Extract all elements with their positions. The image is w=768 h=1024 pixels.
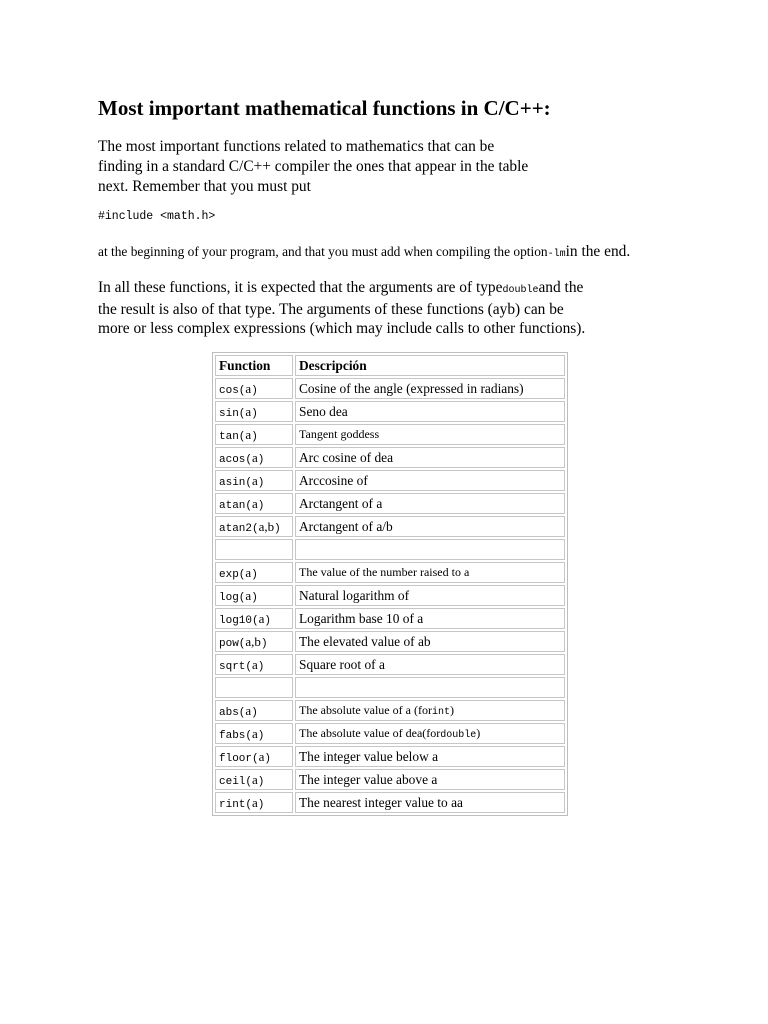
- description-cell: Cosine of the angle (expressed in radians): [295, 378, 565, 399]
- header-description: Descripción: [295, 355, 565, 376]
- include-code-line: #include <math.h>: [98, 210, 216, 223]
- function-cell: log10(a): [215, 608, 293, 629]
- empty-cell: [295, 677, 565, 698]
- function-cell: ceil(a): [215, 769, 293, 790]
- function-cell: exp(a): [215, 562, 293, 583]
- description-cell: The absolute value of dea(fordouble): [295, 723, 565, 744]
- args-line-3: more or less complex expressions (which may include calls to other functions).: [98, 320, 586, 337]
- args-line-2: the result is also of that type. The arguments of these functions (ayb) can be: [98, 301, 564, 318]
- function-cell: sqrt(a): [215, 654, 293, 675]
- table-row: [215, 792, 565, 813]
- args-line-1-end: and the: [538, 279, 584, 296]
- table-spacer-row: [215, 539, 565, 560]
- description-cell: The nearest integer value to aa: [295, 792, 565, 813]
- empty-cell: [295, 539, 565, 560]
- description-cell: Arccosine of: [295, 470, 565, 491]
- page-title: Most important mathematical functions in C/C++:: [98, 96, 551, 120]
- double-type-code: double: [440, 730, 477, 741]
- description-cell: The absolute value of a (forint): [295, 700, 565, 721]
- table-row: [215, 769, 565, 790]
- description-cell: Arctangent of a: [295, 493, 565, 514]
- description-cell: The elevated value of ab: [295, 631, 565, 652]
- function-cell: acos(a): [215, 447, 293, 468]
- function-cell: tan(a): [215, 424, 293, 445]
- table-row: [215, 608, 565, 629]
- functions-table: [212, 352, 568, 816]
- table-row: [215, 470, 565, 491]
- int-type-code: int: [431, 707, 450, 718]
- table-row: [215, 378, 565, 399]
- args-line-1-text: In all these functions, it is expected that the arguments are of type: [98, 279, 503, 296]
- function-cell: cos(a): [215, 378, 293, 399]
- description-cell: Natural logarithm of: [295, 585, 565, 606]
- double-type-code: double: [502, 285, 539, 296]
- description-cell: The integer value below a: [295, 746, 565, 767]
- description-cell: Arctangent of a/b: [295, 516, 565, 537]
- function-cell: floor(a): [215, 746, 293, 767]
- compile-note-text: at the beginning of your program, and that you must add when compiling the option: [98, 244, 548, 259]
- table-row: [215, 585, 565, 606]
- description-cell: Square root of a: [295, 654, 565, 675]
- table-row: [215, 424, 565, 445]
- compile-note-end: in the end.: [565, 243, 631, 260]
- empty-cell: [215, 539, 293, 560]
- description-cell: Arc cosine of dea: [295, 447, 565, 468]
- header-function: Function: [215, 355, 293, 376]
- description-cell: Tangent goddess: [295, 424, 565, 445]
- table-row: [215, 493, 565, 514]
- table-row: [215, 516, 565, 537]
- args-line-1: [98, 279, 583, 296]
- function-cell: fabs(a): [215, 723, 293, 744]
- table-spacer-row: [215, 677, 565, 698]
- function-cell: pow(a,b): [215, 631, 293, 652]
- function-cell: atan(a): [215, 493, 293, 514]
- function-cell: atan2(a,b): [215, 516, 293, 537]
- function-cell: asin(a): [215, 470, 293, 491]
- table-header-row: [215, 355, 565, 376]
- intro-paragraph: [98, 137, 528, 197]
- description-cell: The value of the number raised to a: [295, 562, 565, 583]
- table-row: [215, 654, 565, 675]
- arguments-paragraph: [98, 278, 585, 338]
- description-cell: Seno dea: [295, 401, 565, 422]
- table-row: [215, 562, 565, 583]
- function-cell: sin(a): [215, 401, 293, 422]
- table-row: [215, 700, 565, 721]
- function-cell: abs(a): [215, 700, 293, 721]
- intro-line-1: The most important functions related to mathematics that can be: [98, 138, 495, 155]
- intro-line-2: finding in a standard C/C++ compiler the ones that appear in the table: [98, 158, 529, 175]
- compile-note: [98, 242, 630, 265]
- function-cell: rint(a): [215, 792, 293, 813]
- table-row: [215, 447, 565, 468]
- table-row: [215, 401, 565, 422]
- empty-cell: [215, 677, 293, 698]
- description-cell: The integer value above a: [295, 769, 565, 790]
- intro-line-3: next. Remember that you must put: [98, 178, 311, 195]
- compile-flag-code: -lm: [547, 249, 566, 260]
- description-cell: Logarithm base 10 of a: [295, 608, 565, 629]
- table-row: [215, 631, 565, 652]
- table-row: [215, 723, 565, 744]
- table-row: [215, 746, 565, 767]
- function-cell: log(a): [215, 585, 293, 606]
